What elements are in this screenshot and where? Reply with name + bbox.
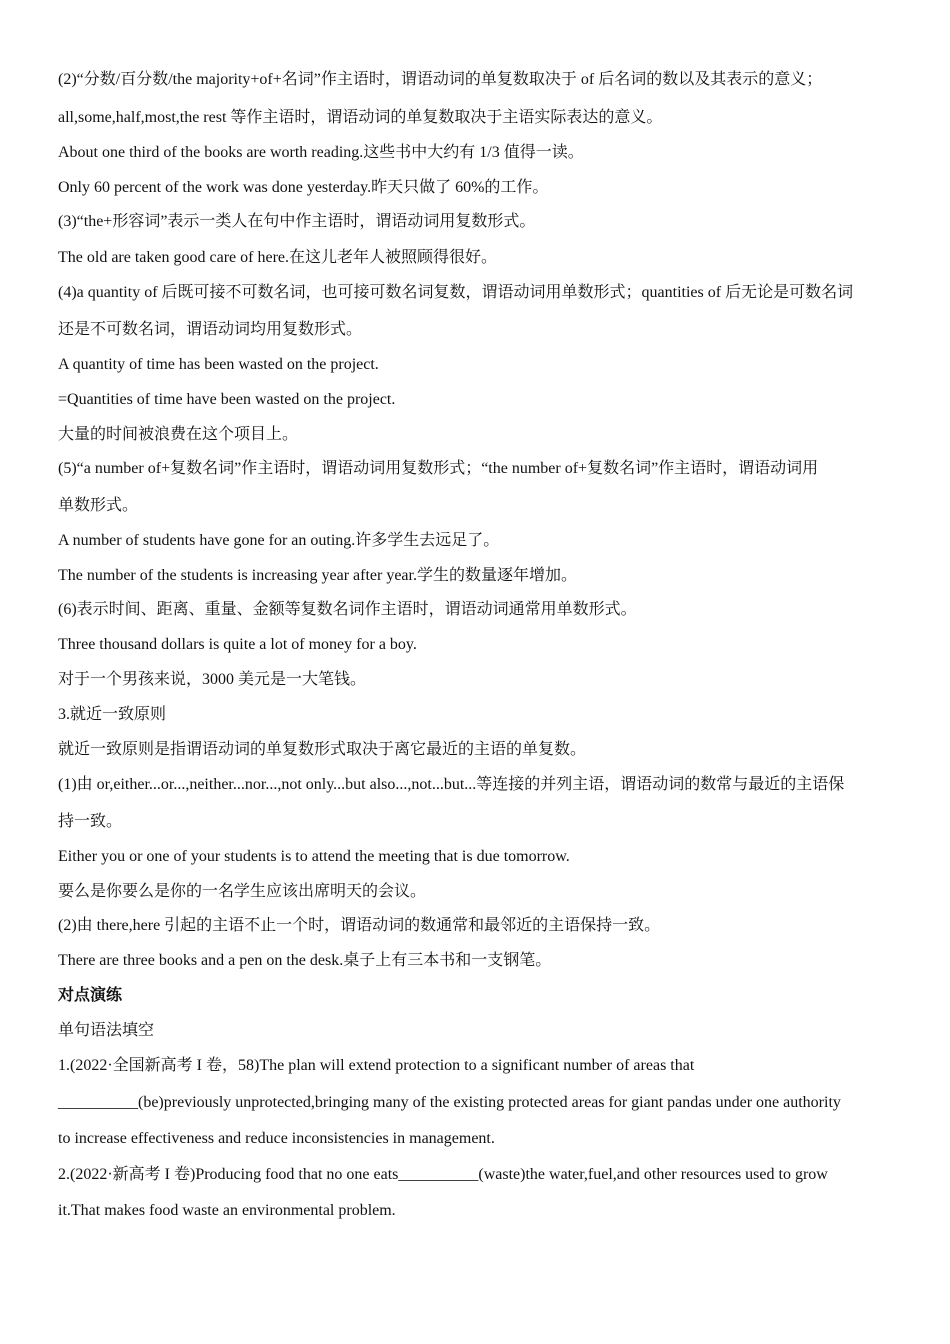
- text-line: The number of the students is increasing year after year.学生的数量逐年增加。: [58, 567, 577, 584]
- text-line: 持一致。: [58, 813, 123, 830]
- text-line: Only 60 percent of the work was done yesterday.昨天只做了 60%的工作。: [58, 179, 549, 196]
- text-line: to increase effectiveness and reduce inconsistencies in management.: [58, 1130, 495, 1147]
- text-line: 对于一个男孩来说，3000 美元是一大笔钱。: [58, 671, 367, 688]
- text-line: all,some,half,most,the rest 等作主语时，谓语动词的单复数取决于主语实际表达的意义。: [58, 109, 663, 126]
- text-line: The old are taken good care of here.在这儿老年人被照顾得很好。: [58, 249, 497, 266]
- text-line: 2.(2022·新高考 I 卷)Producing food that no one eats__________(waste)the water,fuel,and other resources used to grow: [58, 1166, 828, 1183]
- section-heading: 对点演练: [58, 987, 123, 1004]
- exercise-subheading: 单句语法填空: [58, 1022, 155, 1039]
- text-line: =Quantities of time have been wasted on the project.: [58, 391, 396, 408]
- text-line: (4)a quantity of 后既可接不可数名词，也可接可数名词复数，谓语动词用单数形式；quantities of 后无论是可数名词: [58, 284, 854, 301]
- text-line: 还是不可数名词，谓语动词均用复数形式。: [58, 321, 363, 338]
- text-line: (1)由 or,either...or...,neither...nor...,not only...but also...,not...but...等连接的并列主语，谓语动词的数常与最近的主语保: [58, 776, 845, 793]
- text-line: Three thousand dollars is quite a lot of money for a boy.: [58, 636, 417, 653]
- text-line: A number of students have gone for an outing.许多学生去远足了。: [58, 532, 500, 549]
- text-line: There are three books and a pen on the desk.桌子上有三本书和一支钢笔。: [58, 952, 552, 969]
- text-line: About one third of the books are worth reading.这些书中大约有 1/3 值得一读。: [58, 144, 584, 161]
- text-line: 1.(2022·全国新高考 I 卷，58)The plan will extend protection to a significant number of areas that: [58, 1057, 695, 1074]
- text-line: Either you or one of your students is to attend the meeting that is due tomorrow.: [58, 848, 570, 865]
- text-line: (2)“分数/百分数/the majority+of+名词”作主语时，谓语动词的单复数取决于 of 后名词的数以及其表示的意义；: [58, 71, 823, 88]
- text-line: 大量的时间被浪费在这个项目上。: [58, 426, 299, 443]
- text-line: 要么是你要么是你的一名学生应该出席明天的会议。: [58, 883, 427, 900]
- text-line: 单数形式。: [58, 497, 139, 514]
- text-line: __________(be)previously unprotected,bringing many of the existing protected areas for giant pandas under one authority: [58, 1094, 841, 1111]
- text-line: A quantity of time has been wasted on the project.: [58, 356, 379, 373]
- text-line: (3)“the+形容词”表示一类人在句中作主语时，谓语动词用复数形式。: [58, 213, 536, 230]
- text-line: 3.就近一致原则: [58, 706, 167, 723]
- text-line: (2)由 there,here 引起的主语不止一个时，谓语动词的数通常和最邻近的主语保持一致。: [58, 917, 661, 934]
- text-line: (5)“a number of+复数名词”作主语时，谓语动词用复数形式；“the number of+复数名词”作主语时，谓语动词用: [58, 460, 819, 477]
- text-line: 就近一致原则是指谓语动词的单复数形式取决于离它最近的主语的单复数。: [58, 741, 587, 758]
- text-line: (6)表示时间、距离、重量、金额等复数名词作主语时，谓语动词通常用单数形式。: [58, 601, 637, 618]
- text-line: it.That makes food waste an environmental problem.: [58, 1202, 396, 1219]
